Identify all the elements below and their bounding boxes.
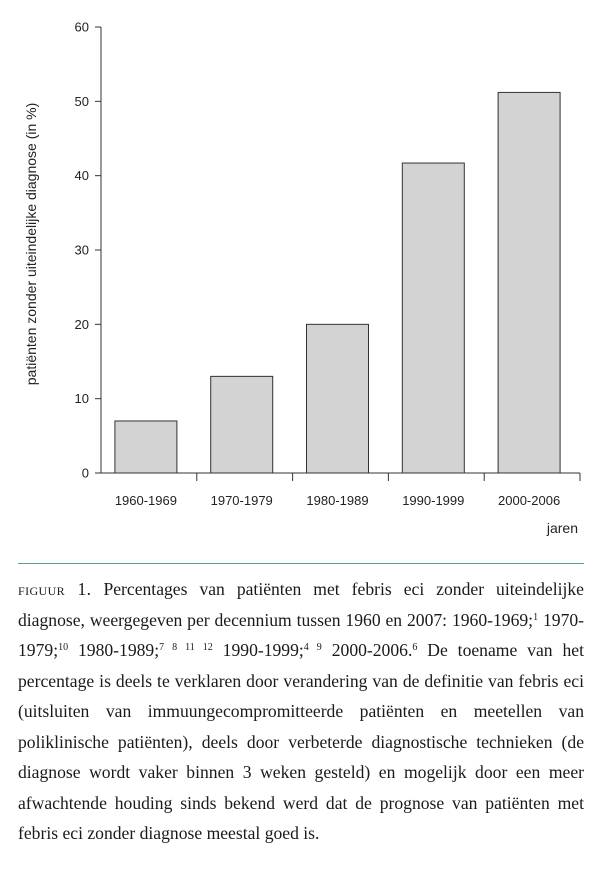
y-tick-label: 20 (74, 316, 89, 332)
y-tick-label: 0 (81, 465, 89, 481)
caption-ref-superscript: 10 (58, 642, 69, 653)
caption-ref-period: 2000-2006. (331, 640, 413, 660)
caption-ref-superscript: 6 (412, 642, 418, 653)
figure-label: figuur 1. (18, 579, 92, 599)
bar-1990-1999 (402, 163, 464, 473)
bar-2000-2006 (498, 92, 560, 473)
bar-1970-1979 (211, 376, 273, 473)
caption-ref-period: 1970-1979; (18, 609, 585, 660)
x-axis-tick-labels (115, 473, 580, 508)
caption-ref-superscript: 1 (533, 611, 539, 623)
x-tick-label: 1980-1989 (306, 493, 369, 508)
bar-1960-1969 (115, 421, 177, 473)
y-tick-label: 10 (74, 391, 89, 407)
caption-ref-superscript: 7 8 11 12 (159, 642, 213, 653)
bar-1980-1989 (307, 324, 369, 473)
x-tick-label: 2000-2006 (498, 493, 561, 508)
x-tick-label: 1970-1979 (210, 493, 273, 508)
y-tick-label: 40 (74, 168, 89, 184)
caption-ref-superscript: 4 9 (303, 642, 322, 653)
caption-body: De toename van het percentage is deels te verklaren door verandering van de definitie van febris eci (uitsluiten van immuungecompromitteerde patiënten en meetellen van poliklinische patiënten), deels door verbeterde diagnostische technieken (de diagnose wordt vaker binnen 3 weken gesteld) en mogelijk door een meer afwachtende houding sinds bekend werd dat de prognose van patiënten met febris eci zonder diagnose meestal goed is. (18, 640, 584, 843)
y-axis-ticks (75, 20, 101, 481)
caption-ref-period: 1980-1989; (77, 640, 160, 660)
figure-caption (18, 574, 584, 849)
x-tick-label: 1990-1999 (402, 493, 465, 508)
x-tick-label: 1960-1969 (114, 493, 177, 508)
y-tick-label: 60 (74, 19, 89, 35)
caption-divider (18, 563, 584, 564)
y-axis-label: patiënten zonder uiteindelijke diagnose (in %) (23, 102, 39, 386)
y-tick-label: 50 (74, 93, 89, 109)
y-tick-label: 30 (74, 242, 89, 258)
x-axis-label: jaren (546, 520, 578, 536)
bars (115, 92, 560, 473)
caption-ref-period: 1990-1999; (222, 640, 304, 660)
caption-ref-period: 1960-1969; (451, 609, 534, 630)
caption-intro: Percentages van patiënten met febris eci zonder uiteindelijke diagnose, weergegeven per decennium tussen 1960 en 2007: (18, 579, 584, 630)
